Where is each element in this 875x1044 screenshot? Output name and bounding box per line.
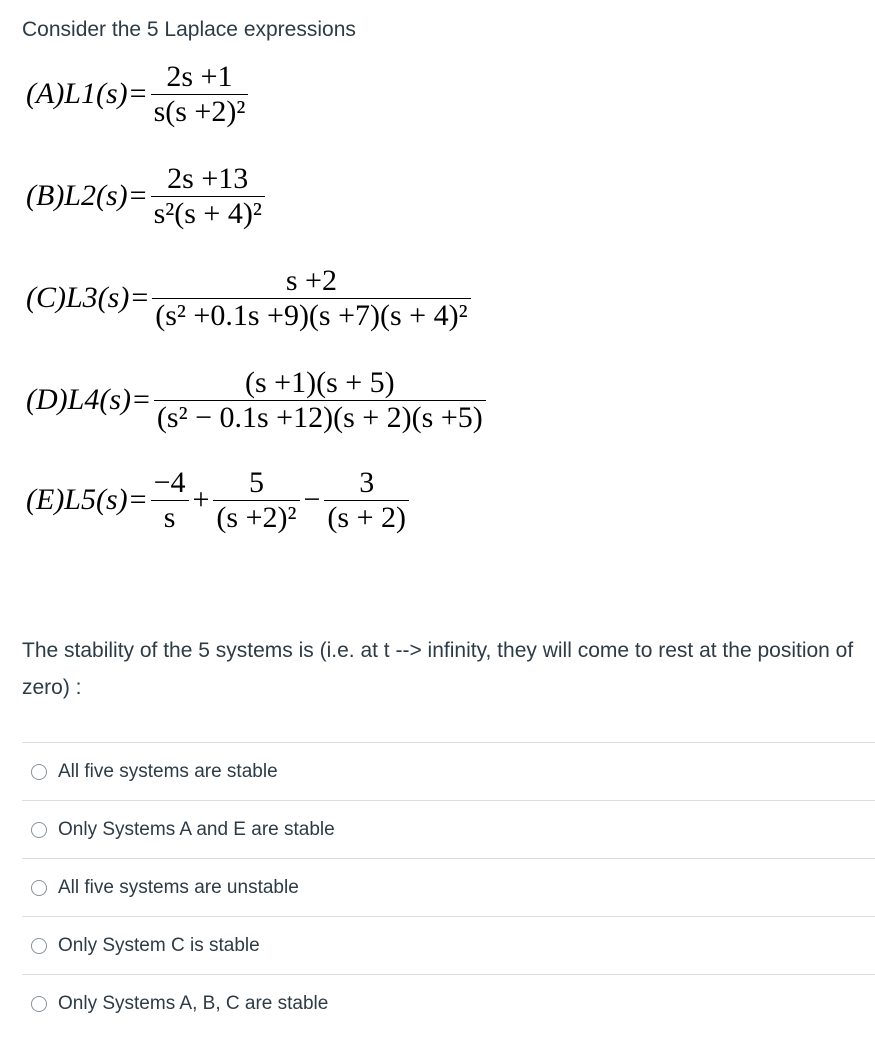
option-label: Only Systems A, B, C are stable (58, 992, 329, 1014)
equals-sign: = (131, 281, 149, 315)
equation-a (26, 60, 248, 128)
fraction (151, 466, 189, 534)
numerator: (s +1)(s + 5) (245, 366, 395, 399)
equation-d (26, 366, 486, 434)
denominator: s (163, 500, 176, 534)
numerator: 3 (359, 466, 375, 499)
minus-operator: − (303, 483, 321, 517)
radio-button[interactable] (31, 822, 47, 838)
denominator: s²(s + 4)² (153, 196, 262, 230)
numerator: −4 (153, 466, 186, 499)
equals-sign: = (129, 483, 147, 517)
intro-text: Consider the 5 Laplace expressions (22, 18, 356, 41)
denominator: s(s +2)² (153, 94, 246, 128)
radio-button[interactable] (31, 764, 47, 780)
equation-lhs: (D)L4(s) (26, 383, 131, 417)
fraction (154, 366, 486, 434)
answer-options (22, 742, 875, 1032)
equals-sign: = (133, 383, 150, 417)
numerator: 2s +1 (166, 60, 233, 93)
numerator: 5 (248, 466, 264, 499)
radio-button[interactable] (31, 996, 47, 1012)
answer-option[interactable] (22, 917, 875, 975)
option-label: Only Systems A and E are stable (58, 818, 335, 840)
option-label: All five systems are unstable (58, 876, 299, 898)
denominator: (s² − 0.1s +12)(s + 2)(s +5) (156, 400, 483, 434)
numerator: 2s +13 (167, 162, 249, 195)
equation-e (26, 466, 409, 534)
plus-operator: + (192, 483, 210, 517)
radio-button[interactable] (31, 938, 47, 954)
radio-button[interactable] (31, 880, 47, 896)
equation-b (26, 162, 265, 230)
fraction (213, 466, 299, 534)
equation-lhs: (B)L2(s) (26, 179, 128, 213)
numerator: s +2 (285, 264, 337, 297)
equals-sign: = (129, 179, 147, 213)
answer-option[interactable] (22, 975, 875, 1032)
option-label: All five systems are stable (58, 760, 278, 782)
equation-lhs: (A)L1(s) (26, 77, 128, 111)
equals-sign: = (129, 77, 147, 111)
equation-lhs: (C)L3(s) (26, 281, 130, 315)
answer-option[interactable] (22, 859, 875, 917)
denominator: (s +2)² (216, 500, 297, 534)
denominator: (s² +0.1s +9)(s +7)(s + 4)² (155, 298, 468, 332)
fraction (151, 162, 265, 230)
fraction (152, 264, 470, 332)
answer-option[interactable] (22, 743, 875, 801)
denominator: (s + 2) (327, 500, 406, 534)
option-label: Only System C is stable (58, 934, 260, 956)
fraction (324, 466, 409, 534)
question-text: The stability of the 5 systems is (i.e. at t --> infinity, they will come to rest at the position of zero) : (22, 639, 854, 699)
fraction (151, 60, 249, 128)
equation-lhs: (E)L5(s) (26, 483, 128, 517)
answer-option[interactable] (22, 801, 875, 859)
equation-c (26, 264, 471, 332)
